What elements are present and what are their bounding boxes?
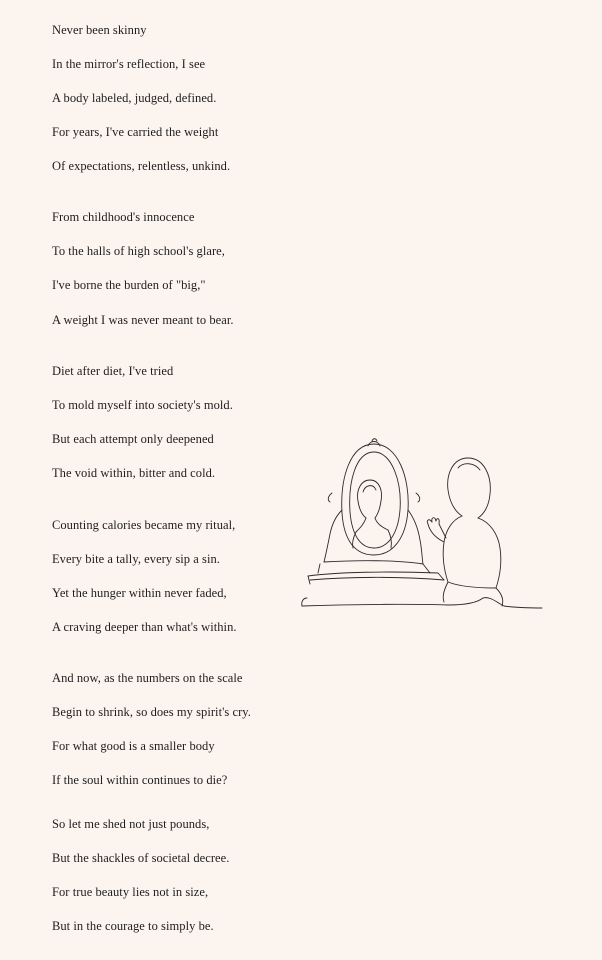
poem-line: But the shackles of societal decree. xyxy=(52,851,230,865)
poem-line: And now, as the numbers on the scale xyxy=(52,671,243,685)
poem-line: From childhood's innocence xyxy=(52,210,195,224)
poem-line: For true beauty lies not in size, xyxy=(52,885,209,899)
poem-line: Counting calories became my ritual, xyxy=(52,518,236,532)
poem-line: In the mirror's reflection, I see xyxy=(52,57,206,71)
poem-line: A craving deeper than what's within. xyxy=(52,620,237,634)
poem-line: A weight I was never meant to bear. xyxy=(52,313,234,327)
poem-line: Of expectations, relentless, unkind. xyxy=(52,159,231,173)
poem-line: So let me shed not just pounds, xyxy=(52,817,210,831)
poem-line: For years, I've carried the weight xyxy=(52,125,219,139)
poem-line: If the soul within continues to die? xyxy=(52,773,228,787)
poem-line: Diet after diet, I've tried xyxy=(52,364,174,378)
poem-line: For what good is a smaller body xyxy=(52,739,215,753)
poem-line: To the halls of high school's glare, xyxy=(52,244,225,258)
poem-line: I've borne the burden of "big," xyxy=(52,278,206,292)
poem-line: To mold myself into society's mold. xyxy=(52,398,233,412)
poem-line: But in the courage to simply be. xyxy=(52,919,214,933)
poem-line: The void within, bitter and cold. xyxy=(52,466,216,480)
poem-line: But each attempt only deepened xyxy=(52,432,214,446)
poem-line: Every bite a tally, every sip a sin. xyxy=(52,552,220,566)
poem-line: Yet the hunger within never faded, xyxy=(52,586,227,600)
poem-title: Never been skinny xyxy=(52,23,147,37)
mirror-reflection-line-art-icon xyxy=(298,438,546,614)
poem-line: A body labeled, judged, defined. xyxy=(52,91,217,105)
poem-line: Begin to shrink, so does my spirit's cry. xyxy=(52,705,251,719)
